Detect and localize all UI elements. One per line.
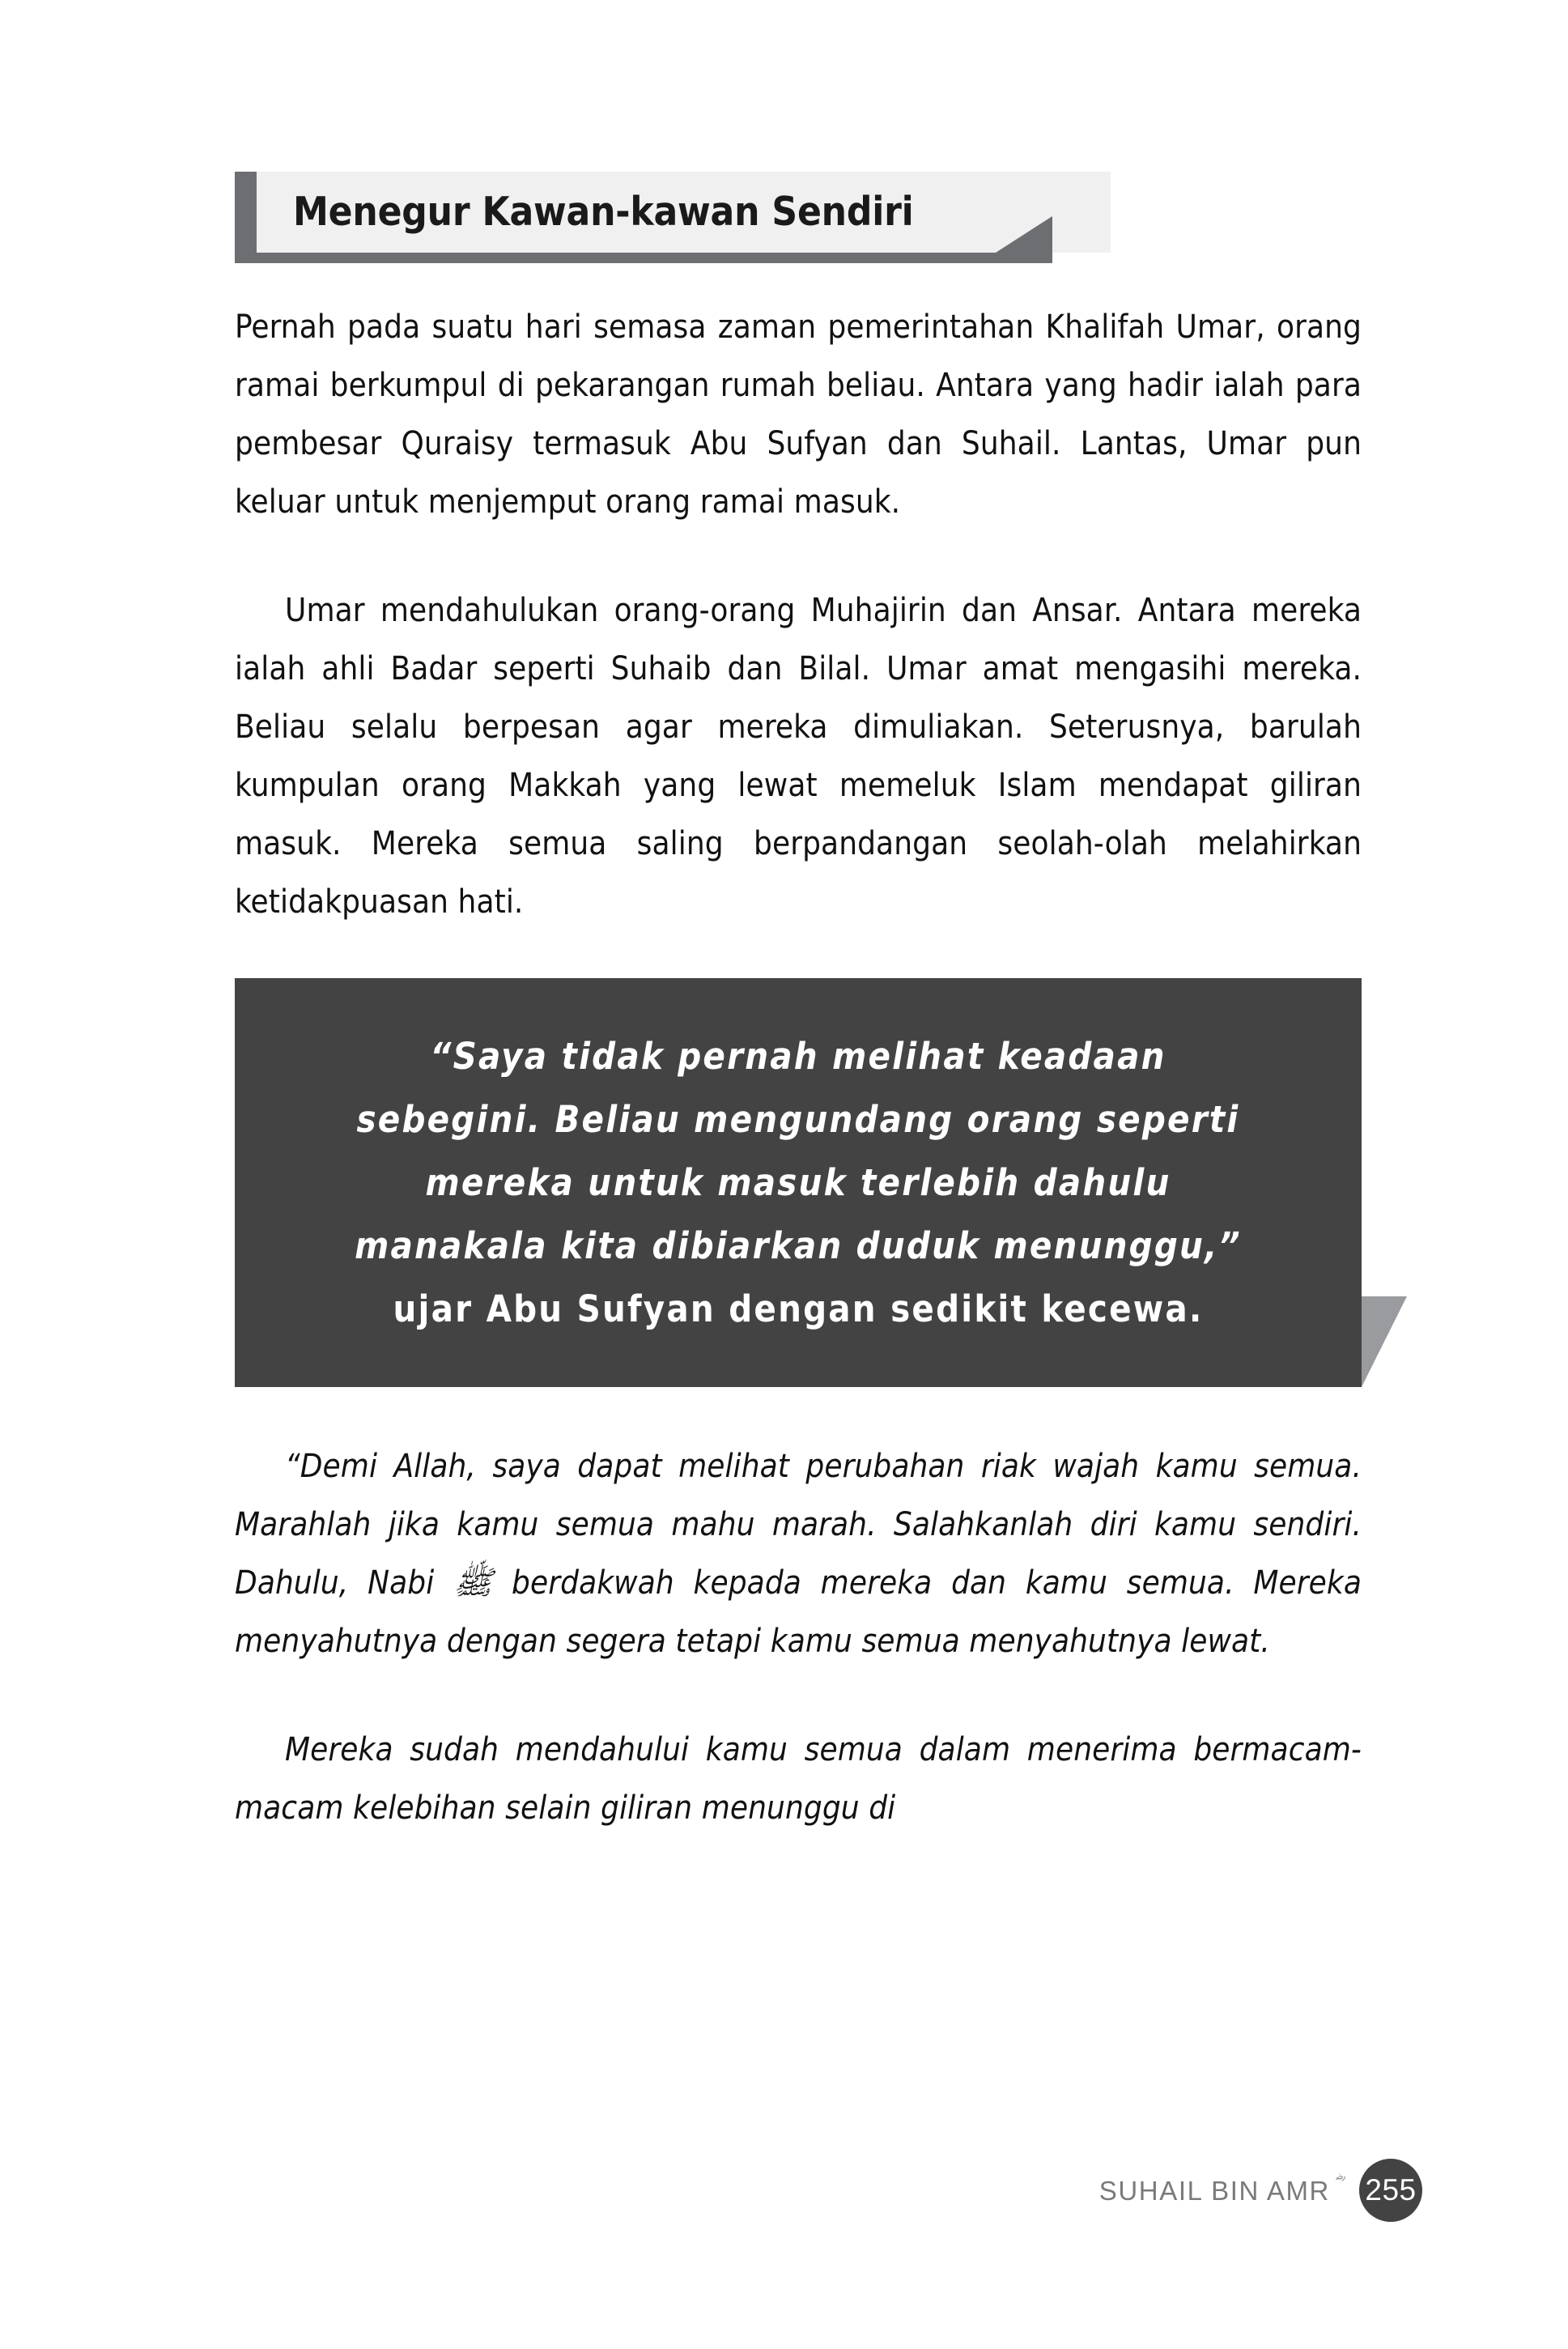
- paragraph-4: Mereka sudah mendahului kamu semua dalam menerima bermacam-macam kelebihan selain giliran menunggu di: [235, 1731, 1362, 1827]
- page-number-badge: 255: [1359, 2159, 1422, 2222]
- pull-quote-italic-part: “Saya tidak pernah melihat keadaan sebegini. Beliau mengundang orang seperti mereka untuk masuk terlebih dahulu manakala kita dibiarkan duduk menunggu,”: [355, 1034, 1242, 1267]
- heading-drop-shadow: [241, 253, 1052, 263]
- paragraph-1: Pernah pada suatu hari semasa zaman pemerintahan Khalifah Umar, orang ramai berkumpul di pekarangan rumah beliau. Antara yang hadir ialah para pembesar Quraisy termasuk Abu Sufyan dan Suhail. Lantas, Umar pun keluar untuk menjemput orang ramai masuk.: [235, 309, 1362, 521]
- pull-quote-block: [235, 978, 1362, 1387]
- page-footer: [235, 2154, 1422, 2227]
- heading-left-accent-bar: [235, 172, 257, 263]
- sallallahu-alayhi-wasallam-glyph: ﷺ: [453, 1564, 493, 1602]
- paragraph-3-text-after-glyph: berdakwah kepada mereka dan kamu semua. Mereka menyahutnya dengan segera tetapi kamu semua menyahutnya lewat.: [235, 1564, 1362, 1660]
- pull-quote-text: [341, 1025, 1256, 1341]
- pull-quote-fold-corner-icon: [1362, 1296, 1407, 1387]
- paragraph-2: Umar mendahulukan orang-orang Muhajirin dan Ansar. Antara mereka ialah ahli Badar seperti Suhaib dan Bilal. Umar amat mengasihi mereka. Beliau selalu berpesan agar mereka dimuliakan. Seterusnya, barulah kumpulan orang Makkah yang lewat memeluk Islam mendapat giliran masuk. Mereka semua saling berpandangan seolah-olah melahirkan ketidakpuasan hati.: [235, 592, 1362, 921]
- running-title-label: SUHAIL BIN AMR: [1098, 2175, 1330, 2206]
- pull-quote-box: [235, 978, 1362, 1387]
- pull-quote-attribution: ujar Abu Sufyan dengan sedikit kecewa.: [393, 1287, 1204, 1330]
- section-heading-banner: [235, 172, 1111, 263]
- page-title: Menegur Kawan-kawan Sendiri: [293, 189, 914, 235]
- paragraph-3: [235, 1437, 1362, 1670]
- paragraph-3-text-before-glyph: “Demi Allah, saya dapat melihat perubahan riak wajah kamu semua. Marahlah jika kamu semua mahu marah. Salahkanlah diri kamu sendiri. Dahulu, Nabi: [235, 1448, 1362, 1602]
- content-column: [235, 0, 1362, 1837]
- running-title: [1099, 2173, 1335, 2208]
